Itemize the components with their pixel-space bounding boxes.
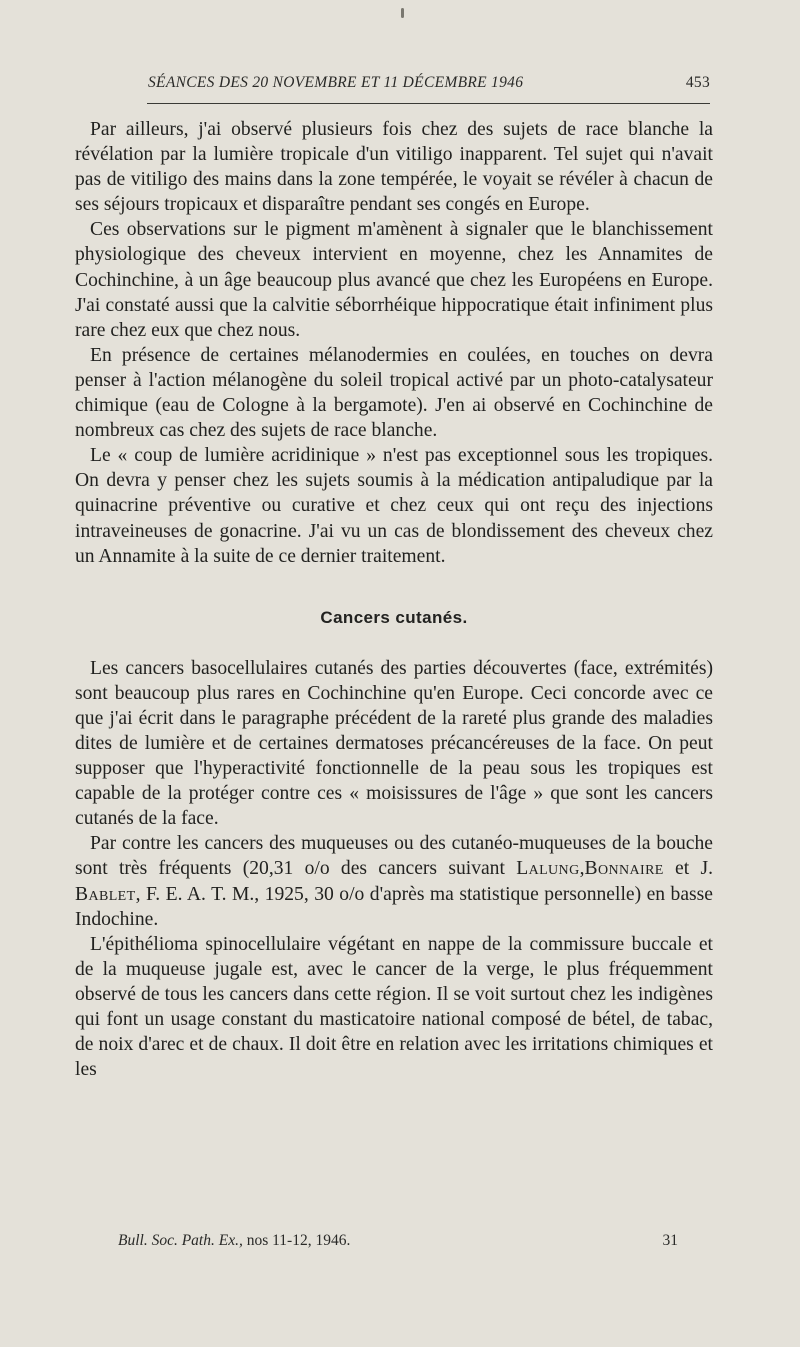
paragraph-pigment: Ces observations sur le pigment m'amènent à signaler que le blanchissement physiologique des cheveux intervient en moyenne, chez les Annamites de Cochinchine, à un âge beaucoup plus avancé que chez les Européens en Europe. J'ai constaté aussi que la calvitie séborrhéique hippocratique était infiniment plus rare chez eux que chez nous. xyxy=(75,219,713,341)
text-run: et J. xyxy=(675,858,713,880)
text-run: Par contre les cancers des muqueuses ou des cutanéo-muqueuses de la bouche sont très fréquents (20,31 o/o des cancers suivant xyxy=(75,833,713,880)
signature-mark: 31 xyxy=(662,1232,678,1249)
print-mark xyxy=(401,8,404,18)
header-rule xyxy=(147,103,710,104)
paragraph-melanodermies: En présence de certaines mélanodermies en coulées, en touches on devra penser à l'action mélanogène du soleil tropical activé par un photo-catalysateur chimique (eau de Cologne à la bergamote). J'en ai observé en Cochinchine de nombreux cas chez des sujets de race blanche. xyxy=(75,344,713,442)
author-name: Bonnaire xyxy=(584,858,664,880)
paragraph-basocellulaires: Les cancers basocellulaires cutanés des parties découvertes (face, extrémités) sont beaucoup plus rares en Cochinchine qu'en Europe. Ceci concorde avec ce que j'ai écrit dans le paragraphe précédent de la rareté plus grande des maladies dites de lumière et de certaines dermatoses précancéreuses de la face. On peut supposer que l'hyperactivité fonctionnelle de la peau sous les tropiques est capable de la protéger contre ces « moisissures de l'âge » que sont les cancers cutanés de la face. xyxy=(75,657,713,830)
paragraph-muqueuses xyxy=(75,831,713,931)
page-number: 453 xyxy=(685,74,710,91)
text-run: , F. E. A. T. M., 1925, 30 o/o d'après ma statistique personnelle) en basse Indochine. xyxy=(75,883,713,930)
text-run: , xyxy=(579,858,585,880)
issue-info: nos 11-12, 1946. xyxy=(246,1232,351,1249)
body-text xyxy=(75,117,713,1082)
running-header xyxy=(148,74,710,92)
section-heading: Cancers cutanés. xyxy=(320,607,468,627)
author-name: Bablet xyxy=(75,883,136,905)
footer xyxy=(118,1232,678,1250)
running-title: SÉANCES DES 20 NOVEMBRE ET 11 DÉCEMBRE 1946 xyxy=(148,74,524,91)
paragraph-vitiligo: Par ailleurs, j'ai observé plusieurs fois chez des sujets de race blanche la révélation par la lumière tropicale d'un vitiligo inapparent. Tel sujet qui n'avait pas de vitiligo des mains dans la zone tempérée, le voyait se révéler à chacun de ses séjours tropicaux et disparaître pendant ses congés en Europe. xyxy=(75,119,713,216)
paragraph-epithelioma: L'épithélioma spinocellulaire végétant en nappe de la commissure buccale et de la muqueuse jugale est, avec le cancer de la verge, le plus fréquemment observé de tous les cancers dans cette région. Il se voit surtout chez les indigènes qui font un usage constant du masticatoire national composé de bétel, de tabac, de noix d'arec et de chaux. Il doit être en relation avec les irritations chimiques et les xyxy=(75,933,713,1081)
paragraph-acridinique: Le « coup de lumière acridinique » n'est pas exceptionnel sous les tropiques. On devra y penser chez les sujets soumis à la médication antipaludique par la quinacrine préventive ou curative et chez ceux qui ont reçu des injections intraveineuses de gonacrine. J'ai vu un cas de blondissement des cheveux chez un Annamite à la suite de ce dernier traitement. xyxy=(75,445,713,567)
author-name: Lalung xyxy=(516,858,580,880)
journal-name: Bull. Soc. Path. Ex., xyxy=(118,1232,243,1249)
